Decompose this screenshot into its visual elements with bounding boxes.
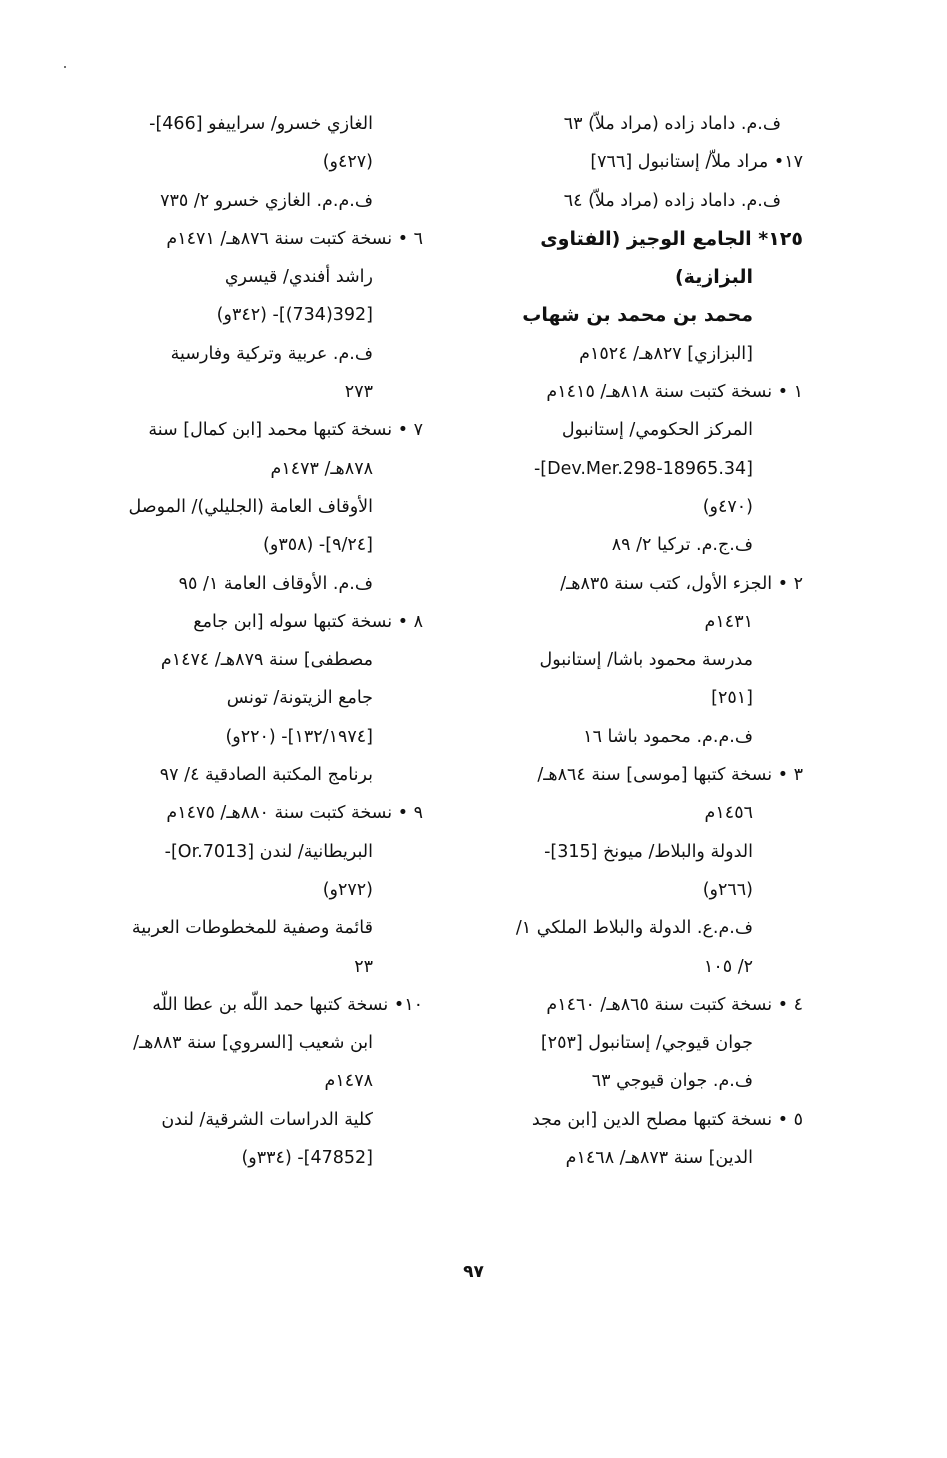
text-line: ف.م.ع. الدولة والبلاط الملكي ١/ bbox=[515, 918, 753, 939]
text-line: الغازي خسرو/ سراييفو [466]- bbox=[149, 114, 373, 134]
text-line: ف.ج.م. تركيا ٢/ ٨٩ bbox=[611, 535, 753, 556]
text-line: جامع الزيتونة/ تونس bbox=[226, 688, 373, 709]
text-line: ١٢٥* الجامع الوجيز (الفتاوى bbox=[540, 227, 803, 250]
text-line: ١٤٧٨م bbox=[324, 1071, 373, 1092]
text-line: (٤٢٧و) bbox=[322, 152, 373, 173]
text-line: ف.م.م. الغازي خسرو ٢/ ٧٣٥ bbox=[160, 190, 373, 211]
text-line: ١٤٣١م bbox=[704, 611, 753, 632]
text-line: ١٧• مراد ملاّ/ إستانبول [٧٦٦] bbox=[590, 152, 803, 173]
text-line: محمد بن محمد بن شهاب bbox=[522, 304, 753, 327]
text-line: ف.م.م. محمود باشا ١٦ bbox=[583, 726, 753, 747]
text-line: ٤ • نسخة كتبت سنة ٨٦٥هـ/ ١٤٦٠م bbox=[546, 994, 803, 1015]
text-line: قائمة وصفية للمخطوطات العربية bbox=[131, 918, 373, 939]
page-number: ٩٧ bbox=[463, 1262, 484, 1282]
text-line: ٨ • نسخة كتبها سوله [ابن جامع bbox=[193, 611, 423, 632]
text-line: البزازية) bbox=[674, 266, 753, 289]
text-line: [47852]- (٣٣٤و) bbox=[241, 1148, 373, 1169]
text-line: ٩ • نسخة كتبت سنة ٨٨٠هـ/ ١٤٧٥م bbox=[166, 803, 423, 824]
text-line: جوان قيوجي/ إستانبول [٢٥٣] bbox=[540, 1033, 753, 1054]
text-line: ٢٧٣ bbox=[344, 382, 373, 403]
text-line: [١٣٢/١٩٧٤]- (٢٢٠و) bbox=[225, 726, 373, 747]
text-line: الدولة والبلاط/ ميونخ [315]- bbox=[544, 841, 753, 862]
text-line: (٤٧٠و) bbox=[702, 496, 753, 517]
right-column bbox=[468, 105, 803, 1177]
text-line: الأوقاف العامة (الجليلي)/ الموصل bbox=[128, 496, 373, 517]
text-line: ف.م. الأوقاف العامة ١/ ٩٥ bbox=[178, 573, 373, 594]
text-line: ف.م. عربية وتركية وفارسية bbox=[170, 343, 373, 364]
text-line: ف.م. داماد زاده (مراد ملاّ) ٦٤ bbox=[563, 190, 781, 211]
text-line: ابن شعيب [السروي] سنة ٨٨٣هـ/ bbox=[133, 1033, 373, 1054]
scan-speck bbox=[64, 66, 66, 68]
text-line: البريطانية/ لندن [Or.7013]- bbox=[164, 841, 373, 862]
text-line: كلية الدراسات الشرقية/ لندن bbox=[161, 1109, 373, 1130]
text-line: ف.م. داماد زاده (مراد ملاّ) ٦٣ bbox=[563, 114, 781, 134]
text-line: ف.م. جوان قيوجي ٦٣ bbox=[591, 1071, 753, 1092]
text-line: برنامج المكتبة الصادقية ٤/ ٩٧ bbox=[159, 765, 373, 786]
text-line: ٥ • نسخة كتبها مصلح الدين [ابن مجد bbox=[531, 1109, 803, 1130]
text-line: ١٠• نسخة كتبها حمد اللّه بن عطا اللّه bbox=[152, 994, 423, 1015]
text-line: المركز الحكومي/ إستانبول bbox=[561, 420, 753, 441]
text-line: [٩/٢٤]- (٣٥٨و) bbox=[263, 535, 373, 556]
text-line: ٨٧٨هـ/ ١٤٧٣م bbox=[270, 458, 373, 479]
text-line: [البزازي] ٨٢٧هـ/ ١٥٢٤م bbox=[579, 343, 753, 364]
text-line: ٢/ ١٠٥ bbox=[703, 956, 753, 977]
text-line: [392(734)]- (٣٤٢و) bbox=[216, 305, 373, 326]
text-line: الدين] سنة ٨٧٣هـ/ ١٤٦٨م bbox=[565, 1148, 753, 1169]
text-line: [34.Dev.Mer.298-18965]- bbox=[533, 458, 753, 479]
text-line: ٢ • الجزء الأول، كتب سنة ٨٣٥هـ/ bbox=[560, 573, 803, 594]
text-line: ٦ • نسخة كتبت سنة ٨٧٦هـ/ ١٤٧١م bbox=[166, 228, 423, 249]
text-line: ٣ • نسخة كتبها [موسى] سنة ٨٦٤هـ/ bbox=[537, 765, 803, 786]
text-line: مدرسة محمود باشا/ إستانبول bbox=[539, 650, 753, 671]
text-line: راشد أفندي/ قيسري bbox=[224, 267, 373, 288]
text-line: (٢٦٦و) bbox=[702, 879, 753, 900]
left-column bbox=[78, 105, 423, 1177]
text-line: (٢٧٢و) bbox=[322, 879, 373, 900]
text-line: ٢٣ bbox=[354, 956, 373, 977]
text-line: مصطفى] سنة ٨٧٩هـ/ ١٤٧٤م bbox=[160, 650, 373, 671]
text-line: ١ • نسخة كتبت سنة ٨١٨هـ/ ١٤١٥م bbox=[546, 382, 803, 403]
text-line: [٢٥١] bbox=[711, 688, 753, 709]
text-line: ١٤٥٦م bbox=[704, 803, 753, 824]
text-line: ٧ • نسخة كتبها محمد [ابن كمال] سنة bbox=[148, 420, 423, 441]
